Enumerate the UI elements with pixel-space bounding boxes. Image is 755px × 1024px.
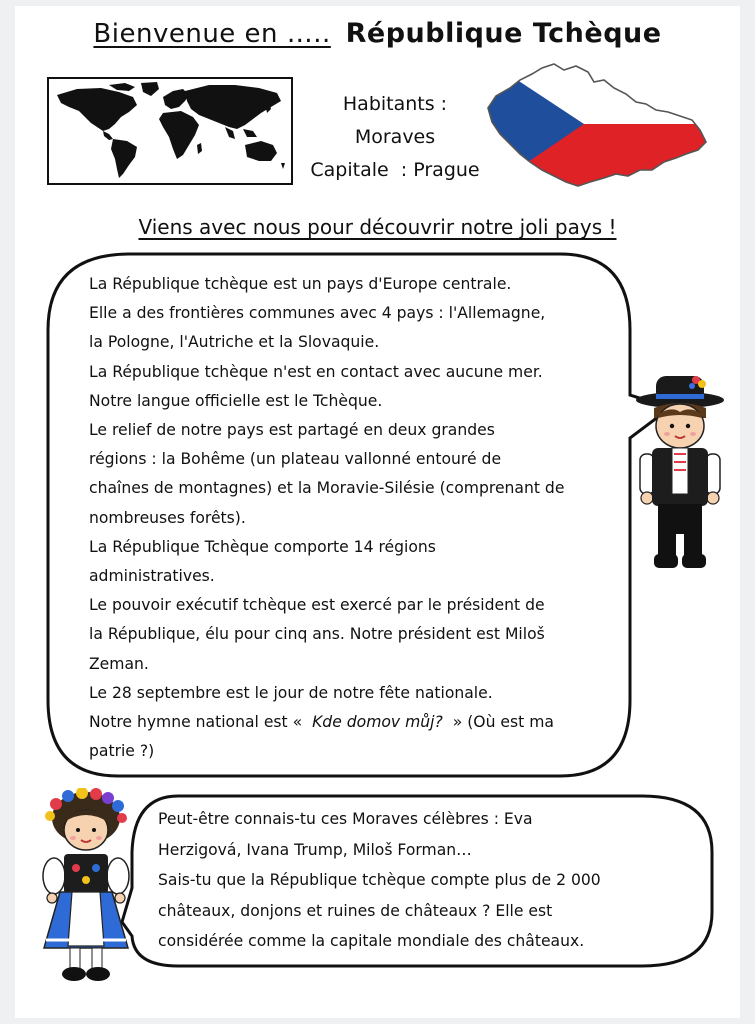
text-line: La République Tchèque comporte 14 régions <box>89 537 436 556</box>
page-title <box>0 18 755 49</box>
text-line: Le pouvoir exécutif tchèque est exercé par le président de <box>89 596 545 615</box>
habitants-value: Moraves <box>354 126 436 148</box>
subtitle: Viens avec nous pour découvrir notre joli pays ! <box>138 215 617 239</box>
world-map-image <box>47 77 293 185</box>
famous-text <box>158 804 698 957</box>
text-line: Le 28 septembre est le jour de notre fête nationale. <box>89 683 493 702</box>
text-line: régions : la Bohême (un plateau vallonné entouré de <box>89 450 502 469</box>
text-line: nombreuses forêts). <box>89 508 246 527</box>
text-line-anthem: Notre hymne national est « Kde domov můj? » (Où est ma <box>89 713 554 732</box>
anthem-title: Kde domov můj? <box>312 713 443 732</box>
text-line: Notre langue officielle est le Tchèque. <box>89 391 383 410</box>
habitants-label: Habitants : <box>342 93 448 115</box>
main-text <box>89 270 649 766</box>
capitale-label: Capitale <box>310 159 389 181</box>
title-country: République Tchèque <box>345 18 662 49</box>
country-info <box>300 88 490 187</box>
text-line: chaînes de montagnes) et la Moravie-Silésie (comprenant de <box>89 479 565 498</box>
text-line: La République tchèque est un pays d'Europe centrale. <box>89 275 512 293</box>
czech-flag-map-icon <box>484 58 716 192</box>
boy-folk-costume-icon <box>632 368 728 574</box>
text-line: Zeman. <box>89 654 149 673</box>
text-line: Peut-être connais-tu ces Moraves célèbres : Eva <box>158 810 533 828</box>
text-line: châteaux, donjons et ruines de châteaux ? Elle est <box>158 901 553 920</box>
text-line: la Pologne, l'Autriche et la Slovaquie. <box>89 333 380 352</box>
capitale-line: Capitale : Prague <box>310 159 480 181</box>
text-line: patrie ?) <box>89 742 155 761</box>
text-line: Sais-tu que la République tchèque compte plus de 2 000 <box>158 871 601 889</box>
world-map-icon <box>49 79 291 183</box>
text-line: La République tchèque n'est en contact avec aucune mer. <box>89 362 543 381</box>
text-line: Le relief de notre pays est partagé en deux grandes <box>89 421 495 440</box>
girl-folk-costume-icon <box>40 788 132 984</box>
text-line: la République, élu pour cinq ans. Notre président est Miloš <box>89 625 545 644</box>
text-line: administratives. <box>89 567 215 586</box>
text-line: considérée comme la capitale mondiale des châteaux. <box>158 932 585 950</box>
text-line: Herzigová, Ivana Trump, Miloš Forman… <box>158 840 472 859</box>
title-prefix: Bienvenue en ….. <box>93 19 331 49</box>
capitale-value: Prague <box>413 159 480 181</box>
text-line: Elle a des frontières communes avec 4 pays : l'Allemagne, <box>89 304 546 323</box>
